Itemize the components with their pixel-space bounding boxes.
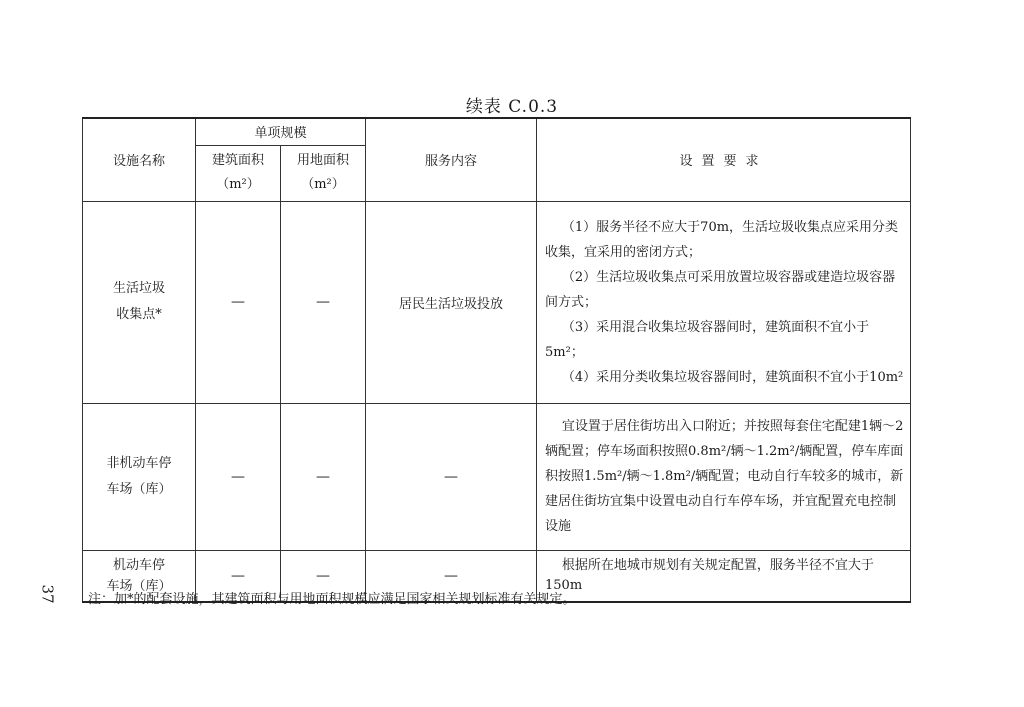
facility-name-line: 机动车停 [112, 557, 165, 573]
header-land-area-label: 用地面积 [297, 153, 350, 168]
service-value: 居民生活垃圾投放 [366, 201, 537, 403]
header-requirements: 设置要求 [537, 118, 911, 201]
header-service: 服务内容 [366, 118, 537, 201]
facility-name-line: 车场（库） [106, 578, 172, 594]
requirement-item: 宜设置于居住街坊出入口附近；并按照每套住宅配建1辆～2辆配置；停车场面积按照0.8m²/辆～1.2m²/辆配置，停车库面积按照1.5m²/辆～1.8m²/辆配置；电动自行车较多的城市，新建居住街坊宜集中设置电动自行车停车场，并宜配置充电控制设施 [545, 419, 904, 534]
requirements-cell [537, 403, 911, 550]
requirement-item: 根据所在地城市规划有关规定配置，服务半径不宜大于150m [545, 557, 874, 593]
facility-name-line: 车场（库） [106, 481, 172, 497]
header-building-area-unit: （m²） [216, 177, 260, 192]
land-area-value: — [281, 403, 366, 550]
facility-name-line: 收集点* [116, 307, 162, 322]
requirements-cell [537, 550, 911, 602]
building-area-value: — [196, 550, 281, 602]
header-land-area-unit: （m²） [301, 177, 345, 192]
land-area-value: — [281, 550, 366, 602]
requirement-item: （1）服务半径不应大于70m，生活垃圾收集点应采用分类收集，宜采用的密闭方式； [545, 219, 899, 260]
facility-spec-table [82, 117, 911, 603]
requirement-item: （2）生活垃圾收集点可采用放置垃圾容器或建造垃圾容器间方式； [545, 269, 896, 310]
requirement-item: （4）采用分类收集垃圾容器间时，建筑面积不宜小于10m² [561, 369, 904, 385]
table-footnote: 注：加*的配套设施，其建筑面积与用地面积规模应满足国家相关规划标准有关规定。 [88, 592, 576, 607]
building-area-value: — [196, 403, 281, 550]
header-building-area-label: 建筑面积 [211, 153, 264, 168]
requirements-cell [537, 201, 911, 403]
facility-name-cell [83, 201, 196, 403]
land-area-value: — [281, 201, 366, 403]
table-row [83, 201, 911, 403]
header-building-area [196, 145, 281, 201]
facility-name-line: 非机动车停 [106, 455, 172, 471]
table-row [83, 403, 911, 550]
facility-name-line: 生活垃圾 [112, 281, 165, 296]
header-land-area [281, 145, 366, 201]
building-area-value: — [196, 201, 281, 403]
page-number: 37 [38, 584, 57, 604]
service-value: — [366, 550, 537, 602]
requirement-item: （3）采用混合收集垃圾容器间时，建筑面积不宜小于5m²； [545, 319, 870, 360]
header-scale-group: 单项规模 [196, 118, 366, 145]
facility-name-cell [83, 403, 196, 550]
table-caption: 续表 C.0.3 [465, 97, 559, 117]
header-facility-name: 设施名称 [83, 118, 196, 201]
header-row-group [83, 118, 911, 145]
service-value: — [366, 403, 537, 550]
